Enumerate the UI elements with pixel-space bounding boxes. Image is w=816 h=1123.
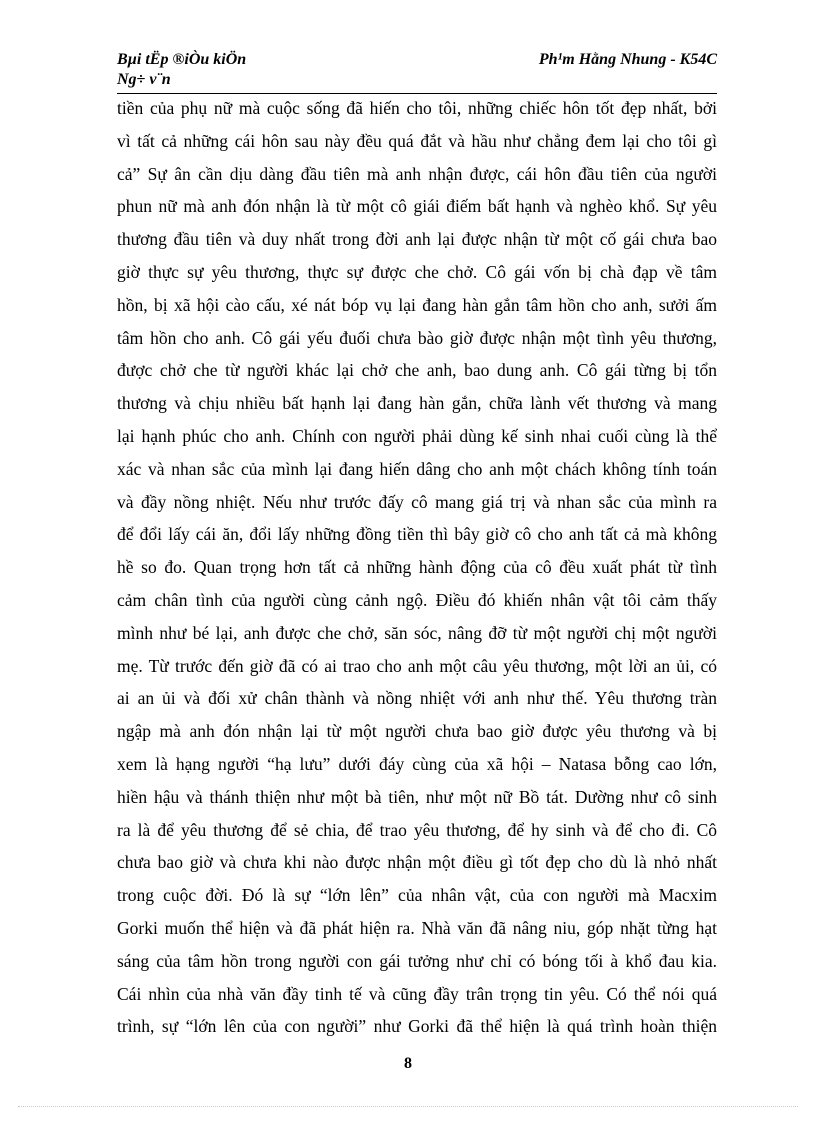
text-line: phun nữ mà anh đón nhận là từ một cô giái điếm bất hạnh và nghèo khổ. Sự yêu bbox=[117, 196, 717, 217]
page-header bbox=[117, 50, 717, 94]
text-line: ra là để yêu thương để sẻ chia, để trao yêu thương, để hy sinh và để cho đi. Cô bbox=[117, 819, 717, 840]
text-line: xác và nhan sắc của mình lại đang hiến dâng cho anh một chách không tính toán bbox=[117, 458, 717, 479]
text-line: sáng của tâm hồn trong người con gái tưởng như chỉ có bóng tối à khổ đau kia. bbox=[117, 950, 717, 971]
text-line: để đổi lấy cái ăn, đổi lấy những đồng tiền thì bây giờ cô cho anh tất cả mà không bbox=[117, 524, 717, 545]
text-line: được chở che từ người khác lại chở che anh, bao dung anh. Cô gái từng bị tổn bbox=[117, 360, 717, 381]
header-left bbox=[117, 50, 246, 90]
page-number: 8 bbox=[404, 1055, 412, 1072]
text-line: giờ thực sự yêu thương, thực sự được che chở. Cô gái vốn bị chà đạp về tâm bbox=[117, 261, 717, 282]
text-line: chưa bao giờ và chưa khi nào được nhận một điều gì tốt đẹp cho dù là nhỏ nhất bbox=[117, 852, 717, 873]
text-line: ai an ủi và đối xử chân thành và nồng nhiệt với anh như thế. Yêu thương tràn bbox=[117, 688, 717, 709]
header-author: Ph¹m Hằng Nhung - K54C bbox=[538, 51, 717, 68]
text-line: hiền hậu và thánh thiện như một bà tiên, như một nữ Bồ tát. Dường như cô sinh bbox=[117, 786, 717, 807]
text-line: trong cuộc đời. Đó là sự “lớn lên” của nhân vật, của con người mà Macxim bbox=[117, 885, 717, 906]
page-bottom-border bbox=[18, 1106, 798, 1107]
text-line: ngập mà anh đón nhận lại từ một người chưa bao giờ được yêu thương và bị bbox=[117, 721, 717, 742]
text-line: hề so đo. Quan trọng hơn tất cả những hành động của cô đều xuất phát từ tình bbox=[117, 557, 717, 578]
text-line: mẹ. Từ trước đến giờ đã có ai trao cho anh một câu yêu thương, một lời an ủi, có bbox=[117, 655, 717, 676]
text-line: và đầy nồng nhiệt. Nếu như trước đấy cô mang giá trị và nhan sắc của mình ra bbox=[117, 491, 717, 512]
text-line: lại hạnh phúc cho anh. Chính con người phải dùng kế sinh nhai cuối cùng là thể bbox=[117, 425, 717, 446]
text-line: tâm hồn cho anh. Cô gái yếu đuối chưa bào giờ được nhận một tình yêu thương, bbox=[117, 327, 717, 348]
text-line: Cái nhìn của nhà văn đầy tinh tế và cũng đầy trân trọng tin yêu. Có thể nói quá bbox=[117, 983, 717, 1004]
text-line: cảm chân tình của người cùng cảnh ngộ. Điều đó khiến nhân vật tôi cảm thấy bbox=[117, 589, 717, 610]
text-line: vì tất cả những cái hôn sau này đều quá đắt và hầu như chẳng đem lại cho tôi gì bbox=[117, 130, 717, 151]
text-line: xem là hạng người “hạ lưu” dưới đáy cùng của xã hội – Natasa bỗng cao lớn, bbox=[117, 753, 717, 774]
text-line: Gorki muốn thể hiện và đã phát hiện ra. Nhà văn đã nâng niu, góp nhặt từng hạt bbox=[117, 917, 717, 938]
text-line: trình, sự “lớn lên của con người” như Gorki đã thể hiện là quá trình hoàn thiện bbox=[117, 1016, 717, 1037]
header-subject: Ng÷ v¨n bbox=[117, 71, 171, 88]
text-line: mình như bé lại, anh được che chở, săn sóc, nâng đỡ từ một người chị một người bbox=[117, 622, 717, 643]
text-line: thương đầu tiên và duy nhất trong đời anh lại được nhận từ một cố gái chưa bao bbox=[117, 229, 717, 250]
header-course-title: Bµi tËp ®iÒu kiÖn bbox=[117, 51, 247, 68]
body-text bbox=[117, 92, 717, 1043]
text-line: tiền của phụ nữ mà cuộc sống đã hiến cho tôi, những chiếc hôn tốt đẹp nhất, bởi bbox=[117, 98, 717, 118]
text-line: thương và chịu nhiều bất hạnh lại đang hàn gắn, chữa lành vết thương và mang bbox=[117, 393, 717, 414]
text-line: cả” Sự ân cần dịu dàng đầu tiên mà anh nhận được, cái hôn đầu tiên của người bbox=[117, 163, 717, 184]
text-line: hồn, bị xã hội cào cấu, xé nát bóp vụ lại đang hàn gắn tâm hồn cho anh, sưởi ấm bbox=[117, 294, 717, 315]
